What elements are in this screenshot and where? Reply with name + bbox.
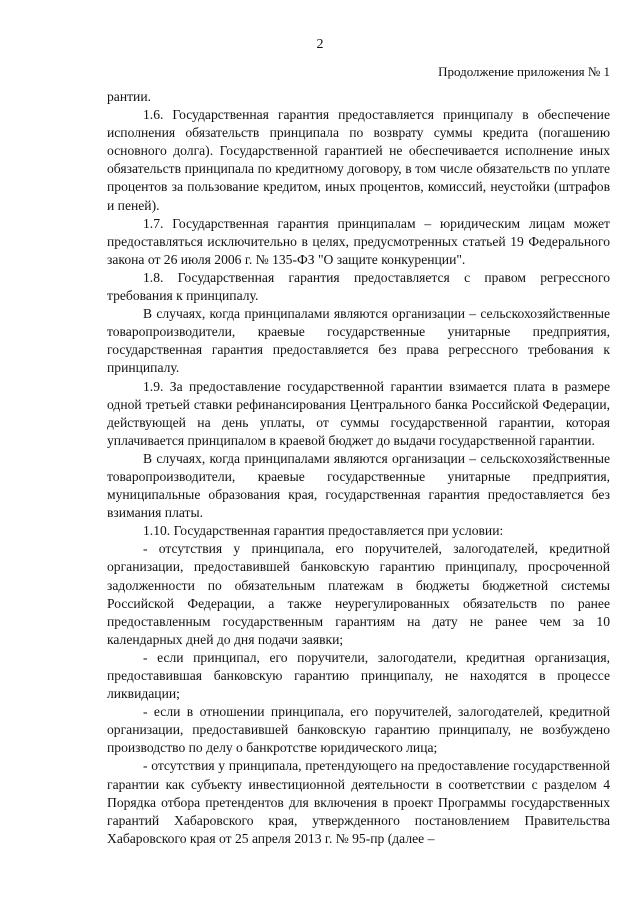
paragraph-1-9-exception: В случаях, когда принципалами являются организации – сельскохозяйственные товаропроизводители, краевые государственные унитарные предприятия, муниципальные образования края, государственная гарантия предоставляется без взимания платы. <box>107 450 610 521</box>
paragraph-1-7: 1.7. Государственная гарантия принципалам – юридическим лицам может предоставляться исключительно в целях, предусмотренных статьей 19 Федерального закона от 26 июля 2006 г. № 135-ФЗ "О защите конкуренции". <box>107 215 610 267</box>
paragraph-1-6: 1.6. Государственная гарантия предоставляется принципалу в обеспечение исполнения обязательств принципала по возврату суммы кредита (погашению основного долга). Государственной гарантией не обеспечивается исполнение иных обязательств принципала по кредитному договору, в том числе обязательств по уплате процентов за пользование кредитом, иных процентов, комиссий, неустойки (штрафов и пеней). <box>107 107 610 213</box>
paragraph-1-8-exception: В случаях, когда принципалами являются организации – сельскохозяйственные товаропроизводители, краевые государственные унитарные предприятия, государственная гарантия предоставляется без права регрессного требования к принципалу. <box>107 306 610 376</box>
condition-item: - отсутствия у принципала, его поручителей, залогодателей, кредитной организации, предоставившей банковскую гарантию принципалу, просроченной задолженности по обязательным платежам в бюджеты бюджетной системы Российской Федерации, а также неурегулированных обязательств по ранее предоставленным государственным гарантиям на дату не ранее чем за 10 календарных дней до дня подачи заявки; <box>107 541 610 647</box>
page-number: 2 <box>316 37 324 52</box>
paragraph-1-9: 1.9. За предоставление государственной гарантии взимается плата в размере одной третьей ставки рефинансирования Центрального банка Российской Федерации, действующей на день уплаты, от суммы государственной гарантии, которая уплачивается принципалом в краевой бюджет до выдачи государственной гарантии. <box>107 378 610 448</box>
paragraph-1-10: 1.10. Государственная гарантия предоставляется при условии: <box>143 523 504 539</box>
paragraph-1-8: 1.8. Государственная гарантия предоставляется с правом регрессного требования к принципалу. <box>107 269 610 304</box>
condition-item: - если в отношении принципала, его поручителей, залогодателей, кредитной организации, предоставившей банковскую гарантию принципалу, не возбуждено производство по делу о банкротстве юридического лица; <box>107 704 610 756</box>
condition-item: - если принципал, его поручители, залогодатели, кредитная организация, предоставившая банковскую гарантию принципалу, не находятся в процессе ликвидации; <box>107 649 610 702</box>
condition-item: - отсутствия у принципала, претендующего на предоставление государственной гарантии как субъекту инвестиционной деятельности в соответствии с разделом 4 Порядка отбора претендентов для включения в проект Программы государственных гарантий Хабаровского края, утвержденного постановлением Правительства Хабаровского края от 25 апреля 2013 г. № 95-пр (далее – <box>107 758 610 846</box>
paragraph-continuation: рантии. <box>107 89 151 104</box>
appendix-continuation-note: Продолжение приложения № 1 <box>438 64 610 79</box>
body-text <box>107 88 610 848</box>
